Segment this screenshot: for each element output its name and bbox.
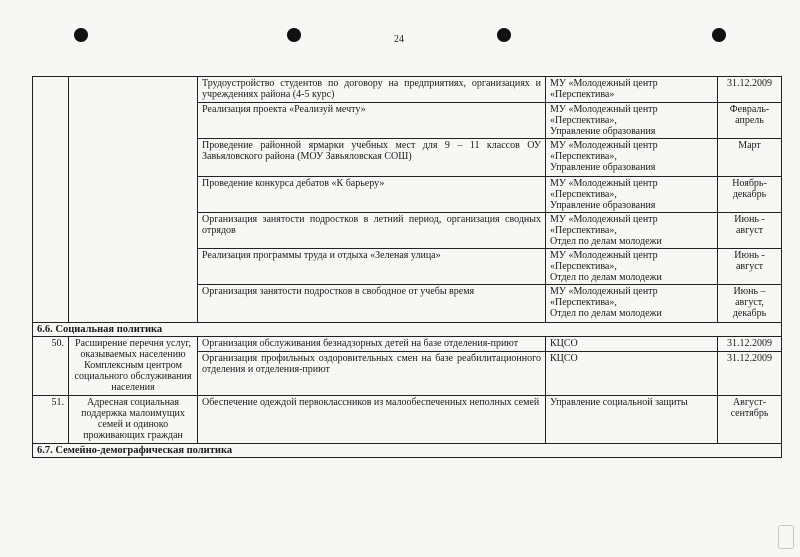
- term-cell: 31.12.2009: [718, 352, 782, 396]
- term-cell: 31.12.2009: [718, 337, 782, 352]
- goal-cell: Расширение перечня услуг, оказываемых населению Комплексным центром социального обслуживания населения: [69, 337, 198, 396]
- executor-cell: МУ «Молодежный центр «Перспектива», Управление образования: [546, 177, 718, 213]
- activity-cell: Организация обслуживания безнадзорных детей на базе отделения-приют: [198, 337, 546, 352]
- table-row: [33, 396, 782, 444]
- executor-cell: МУ «Молодежный центр «Перспектива», Управление образования: [546, 139, 718, 177]
- section-heading: 6.6. Социальная политика: [33, 323, 782, 337]
- term-cell: Ноябрь-декабрь: [718, 177, 782, 213]
- term-cell: Июнь - август: [718, 213, 782, 249]
- section-row: [33, 323, 782, 337]
- activity-cell: Обеспечение одеждой первоклассников из малообеспеченных неполных семей: [198, 396, 546, 444]
- activity-cell: Организация занятости подростков в летний период, организация сводных отрядов: [198, 213, 546, 249]
- goal-cell: Адресная социальная поддержка малоимущих семей и одиноко проживающих граждан: [69, 396, 198, 444]
- section-heading: 6.7. Семейно-демографическая политика: [33, 444, 782, 458]
- executor-cell: МУ «Молодежный центр «Перспектива», Отдел по делам молодежи: [546, 285, 718, 323]
- table-row: [33, 337, 782, 352]
- punch-hole-3: [497, 28, 511, 42]
- term-cell: Июнь - август: [718, 249, 782, 285]
- plan-table: [32, 76, 782, 458]
- corner-mark: [778, 525, 794, 549]
- punch-hole-4: [712, 28, 726, 42]
- section-row: [33, 444, 782, 458]
- goal-cell: [69, 77, 198, 323]
- num-cell: 51.: [33, 396, 69, 444]
- term-cell: Февраль-апрель: [718, 103, 782, 139]
- term-cell: Июнь – август, декабрь: [718, 285, 782, 323]
- activity-cell: Реализация проекта «Реализуй мечту»: [198, 103, 546, 139]
- executor-cell: Управление социальной защиты: [546, 396, 718, 444]
- activity-cell: Проведение районной ярмарки учебных мест для 9 – 11 классов ОУ Завьяловского района (МОУ Завьяловская СОШ): [198, 139, 546, 177]
- executor-cell: МУ «Молодежный центр «Перспектива», Отдел по делам молодежи: [546, 213, 718, 249]
- activity-cell: Реализация программы труда и отдыха «Зеленая улица»: [198, 249, 546, 285]
- executor-cell: МУ «Молодежный центр «Перспектива», Управление образования: [546, 103, 718, 139]
- activity-cell: Трудоустройство студентов по договору на предприятиях, организациях и учреждениях района (4-5 курс): [198, 77, 546, 103]
- page-number: 24: [394, 34, 404, 45]
- num-cell: [33, 77, 69, 323]
- activity-cell: Проведение конкурса дебатов «К барьеру»: [198, 177, 546, 213]
- term-cell: Август-сентябрь: [718, 396, 782, 444]
- executor-cell: МУ «Молодежный центр «Перспектива»: [546, 77, 718, 103]
- executor-cell: КЦСО: [546, 337, 718, 352]
- table-row: [33, 77, 782, 103]
- activity-cell: Организация занятости подростков в свободное от учебы время: [198, 285, 546, 323]
- executor-cell: КЦСО: [546, 352, 718, 396]
- activity-cell: Организация профильных оздоровительных смен на базе реабилитационного отделения и отделения-приют: [198, 352, 546, 396]
- punch-hole-1: [74, 28, 88, 42]
- executor-cell: МУ «Молодежный центр «Перспектива», Отдел по делам молодежи: [546, 249, 718, 285]
- term-cell: 31.12.2009: [718, 77, 782, 103]
- term-cell: Март: [718, 139, 782, 177]
- punch-hole-2: [287, 28, 301, 42]
- num-cell: 50.: [33, 337, 69, 396]
